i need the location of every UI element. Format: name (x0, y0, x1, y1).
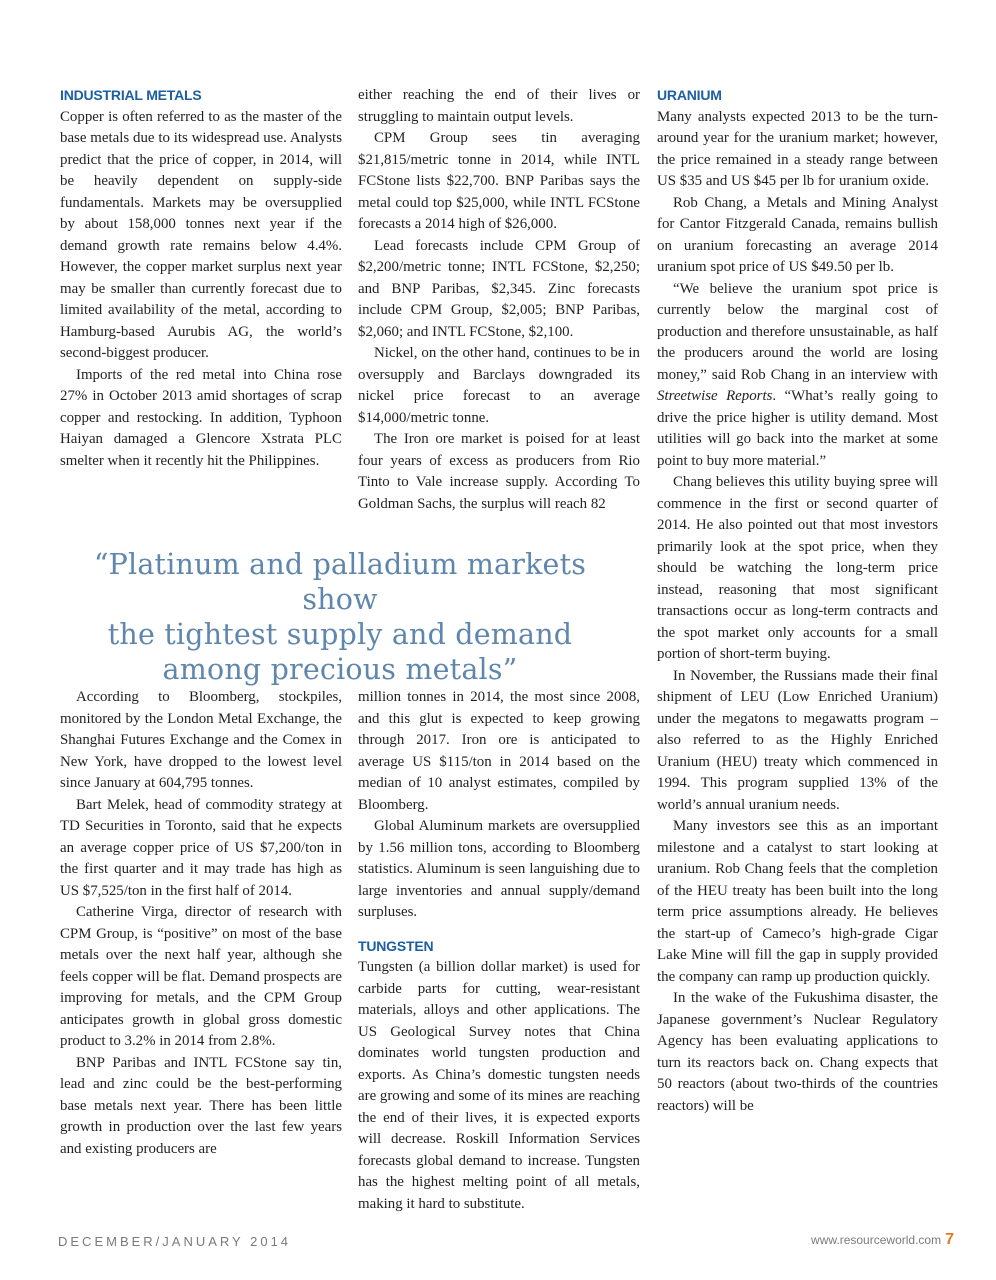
paragraph: Many analysts expected 2013 to be the turn-around year for the uranium market; however, the price remained in a steady range between US $35 and US $45 per lb for uranium oxide. (657, 108, 938, 189)
column-2-bottom (358, 687, 640, 1215)
paragraph: BNP Paribas and INTL FCStone say tin, lead and zinc could be the best-performing base metals next year. There has been little growth in production over the last few years and existing producers are (60, 1054, 342, 1157)
spacer (358, 924, 640, 936)
pull-quote (60, 547, 620, 687)
paragraph: Tungsten (a billion dollar market) is used for carbide parts for cutting, wear-resistant materials, alloys and other applications. The US Geological Survey notes that China dominates world tungsten production and exports. As China’s domestic tungsten needs are growing and some of its mines are reaching the end of their lives, it is expected exports will decrease. Roskill Information Services forecasts global demand to increase. Tungsten has the highest melting point of all metals, making it hard to substitute. (358, 959, 640, 1212)
paragraph: Copper is often referred to as the master of the base metals due to its widespread use. Analysts predict that the price of copper, in 2014, will be heavily dependent on supply-side fundamentals. Markets may be oversupplied by about 158,000 tonnes next year if the demand growth rate remains below 4.4%. However, the copper market surplus next year may be smaller than currently forecast due to limited availability of the metal, according to Hamburg-based Aurubis AG, the world’s second-biggest producer. (60, 108, 342, 361)
footer-right (811, 1231, 954, 1249)
page-number: 7 (945, 1231, 954, 1248)
paragraph: Many investors see this as an important milestone and a catalyst to start looking at uranium. Rob Chang feels that the completion of the HEU treaty has been built into the long term price assumptions already. He believes the start-up of Cameco’s high-grade Cigar Lake Mine will fill the gap in supply provided the company can ramp up production quickly. (657, 818, 938, 985)
column-1-top (60, 85, 342, 472)
paragraph: either reaching the end of their lives or struggling to maintain output levels. (358, 87, 640, 125)
column-3 (657, 85, 938, 1117)
quote-text: “We believe the uranium spot price is currently below the marginal cost of production and therefore unsustainable, as half the producers around the world are losing money,” said Rob Chang in an interview with (657, 280, 938, 383)
section-heading-industrial-metals: INDUSTRIAL METALS (60, 87, 202, 103)
paragraph: Rob Chang, a Metals and Mining Analyst for Cantor Fitzgerald Canada, remains bullish on uranium forecasting an average 2014 uranium spot price of US $49.50 per lb. (657, 194, 938, 275)
pull-quote-line: “Platinum and palladium markets show (93, 548, 587, 616)
quote-text: . “What’s really going to drive the price higher is utility demand. Most utilities will go back into the market at some point to buy more material.” (657, 388, 938, 469)
pull-quote-line: the tightest supply and demand (107, 618, 573, 651)
paragraph: Nickel, on the other hand, continues to be in oversupply and Barclays downgraded its nickel price forecast to an average $14,000/metric tonne. (358, 345, 640, 426)
paragraph: million tonnes in 2014, the most since 2008, and this glut is expected to keep growing through 2017. Iron ore is anticipated to average US $115/ton in 2014 based on the median of 10 analyst estimates, compiled by Bloomberg. (358, 689, 640, 813)
paragraph: Global Aluminum markets are oversupplied by 1.56 million tons, according to Bloomberg statistics. Aluminum is seen languishing due to large inventories and annual supply/demand surpluses. (358, 818, 640, 920)
paragraph: Catherine Virga, director of research with CPM Group, is “positive” on most of the base metals over the next half year, although she feels copper will be flat. Demand prospects are improving for metals, and the CPM Group anticipates growth in global gross domestic product to 3.2% in 2014 from 2.8%. (60, 904, 342, 1049)
paragraph: The Iron ore market is poised for at least four years of excess as producers from Rio Tinto to Vale increase supply. According To Goldman Sachs, the surplus will reach 82 (358, 431, 640, 512)
paragraph: According to Bloomberg, stockpiles, monitored by the London Metal Exchange, the Shanghai Futures Exchange and the Comex in New York, have dropped to the lowest level since January at 604,795 tonnes. (60, 689, 342, 791)
paragraph: CPM Group sees tin averaging $21,815/metric tonne in 2014, while INTL FCStone lists $22,700. BNP Paribas says the metal could top $25,000, while INTL FCStone forecasts a 2014 high of $26,000. (358, 130, 640, 232)
paragraph (657, 279, 938, 473)
pull-quote-line: among precious metals” (162, 653, 518, 686)
website-link[interactable]: www.resourceworld.com (811, 1233, 942, 1247)
paragraph: In November, the Russians made their final shipment of LEU (Low Enriched Uranium) under the megatons to megawatts program – also referred to as the Highly Enriched Uranium (HEU) treaty which commenced in 1994. This program supplied 13% of the world’s annual uranium needs. (657, 667, 938, 813)
issue-date: DECEMBER/JANUARY 2014 (58, 1234, 292, 1249)
paragraph: Lead forecasts include CPM Group of $2,200/metric tonne; INTL FCStone, $2,250; and BNP Paribas, $2,345. Zinc forecasts include CPM Group, $2,005; BNP Paribas, $2,060; and INTL FCStone, $2,100. (358, 237, 640, 340)
section-heading-uranium: URANIUM (657, 87, 722, 103)
paragraph: Chang believes this utility buying spree will commence in the first or second quarter of 2014. He also pointed out that most investors primarily look at the spot price, when they should be watching the long-term price instead, reasoning that most significant transactions occur as long-term contracts and the spot market only accounts for a small portion of short-term buying. (657, 474, 938, 662)
paragraph: Imports of the red metal into China rose 27% in October 2013 amid shortages of scrap copper and restocking. In addition, Typhoon Haiyan damaged a Glencore Xstrata PLC smelter when it recently hit the Philippines. (60, 366, 342, 469)
paragraph: In the wake of the Fukushima disaster, the Japanese government’s Nuclear Regulatory Agency has been evaluating applications to turn its reactors back on. Chang expects that 50 reactors (about two-thirds of the countries reactors) will be (657, 990, 938, 1114)
publication-name: Streetwise Reports (657, 388, 773, 404)
section-heading-tungsten: TUNGSTEN (358, 937, 434, 954)
column-2-top (358, 85, 640, 515)
column-1-bottom (60, 687, 342, 1160)
paragraph: Bart Melek, head of commodity strategy at TD Securities in Toronto, said that he expects an average copper price of US $7,200/ton in the first quarter and it may trade has high as US $7,525/ton in the first half of 2014. (60, 796, 342, 899)
